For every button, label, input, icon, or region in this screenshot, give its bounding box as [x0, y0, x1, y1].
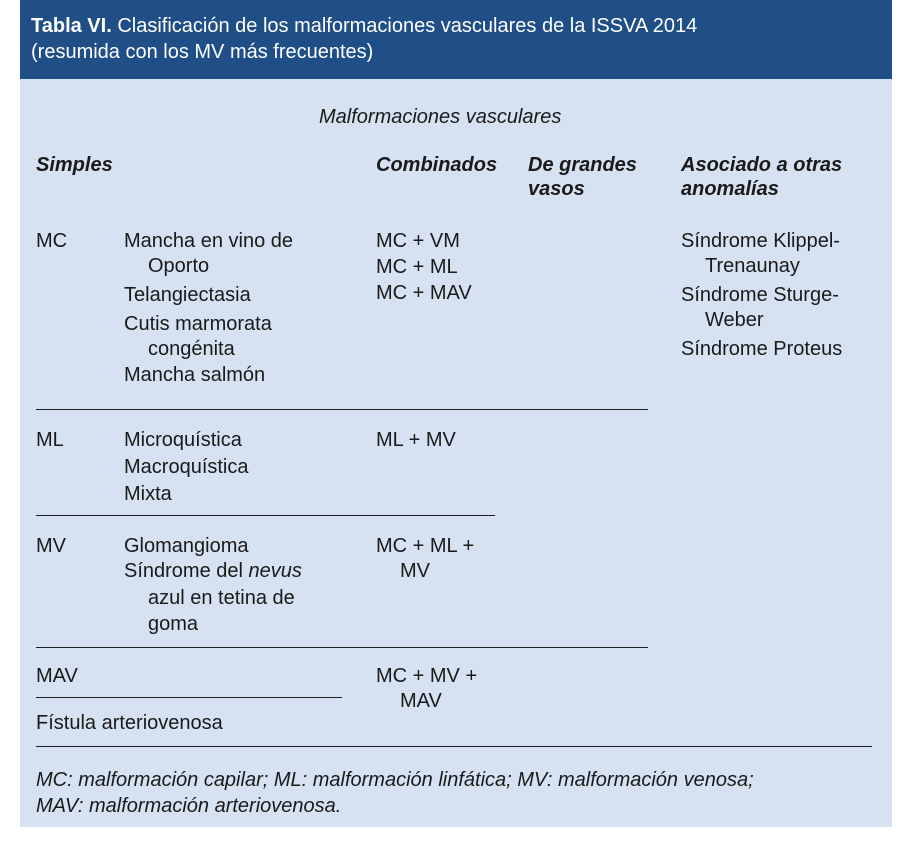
col-header-asociado-1: Asociado a otras [681, 154, 843, 176]
ml-item: Mixta [124, 483, 172, 505]
mc-item: congénita [148, 338, 235, 360]
mc-item: Cutis marmorata [124, 313, 272, 335]
table-bottom-rule [36, 746, 872, 747]
associated-item: Síndrome Klippel- [681, 230, 840, 252]
mv-combined: MC + ML + [376, 535, 475, 557]
associated-item: Síndrome Proteus [681, 338, 843, 360]
mc-item: Oporto [148, 255, 210, 277]
mc-combined: MC + MAV [376, 282, 472, 304]
col-header-asociado-2: anomalías [681, 178, 779, 200]
group-header: Malformaciones vasculares [319, 106, 562, 128]
mv-item: Glomangioma [124, 535, 249, 557]
table-card [20, 0, 892, 827]
mc-combined: MC + ML [376, 256, 458, 278]
mc-combined: MC + VM [376, 230, 460, 252]
table-title-text: Clasificación de los malformaciones vasculares de la ISSVA 2014 [111, 15, 698, 37]
mv-item-nevus: nevus [248, 560, 302, 582]
mv-item-text: Síndrome del [124, 560, 249, 582]
col-header-simples: Simples [36, 154, 113, 176]
mav-combined: MC + MV + [376, 665, 478, 687]
footnote-line-2: MAV: malformación arteriovenosa. [36, 795, 342, 817]
mv-item-nevus-line [124, 559, 302, 583]
row-divider [36, 409, 648, 410]
row-code-mv: MV [36, 535, 66, 557]
mc-item: Telangiectasia [124, 284, 251, 306]
ml-combined: ML + MV [376, 429, 456, 451]
mc-item: Mancha salmón [124, 364, 266, 386]
ml-item: Macroquística [124, 456, 249, 478]
row-divider [36, 647, 648, 648]
mc-item: Mancha en vino de [124, 230, 294, 252]
table-title-line-2: (resumida con los MV más frecuentes) [31, 41, 374, 63]
col-header-grandes-vasos-1: De grandes [528, 154, 637, 176]
row-divider [36, 515, 495, 516]
col-header-grandes-vasos-2: vasos [528, 178, 585, 200]
row-divider [36, 697, 342, 698]
mav-combined: MAV [400, 690, 442, 712]
associated-item: Weber [705, 309, 764, 331]
associated-item: Trenaunay [705, 255, 800, 277]
row-code-mc: MC [36, 230, 68, 252]
footnote-line-1: MC: malformación capilar; ML: malformación linfática; MV: malformación venosa; [36, 769, 754, 791]
mv-item: goma [148, 613, 199, 635]
table-title-line-1 [31, 14, 697, 38]
mv-combined: MV [400, 560, 430, 582]
mv-item: azul en tetina de [148, 587, 295, 609]
col-header-combinados: Combinados [376, 154, 498, 176]
table-header [20, 0, 892, 79]
mav-extra: Fístula arteriovenosa [36, 712, 223, 734]
associated-item: Síndrome Sturge- [681, 284, 839, 306]
row-code-mav: MAV [36, 665, 78, 687]
ml-item: Microquística [124, 429, 242, 451]
table-label: Tabla VI. [31, 15, 112, 37]
row-code-ml: ML [36, 429, 64, 451]
